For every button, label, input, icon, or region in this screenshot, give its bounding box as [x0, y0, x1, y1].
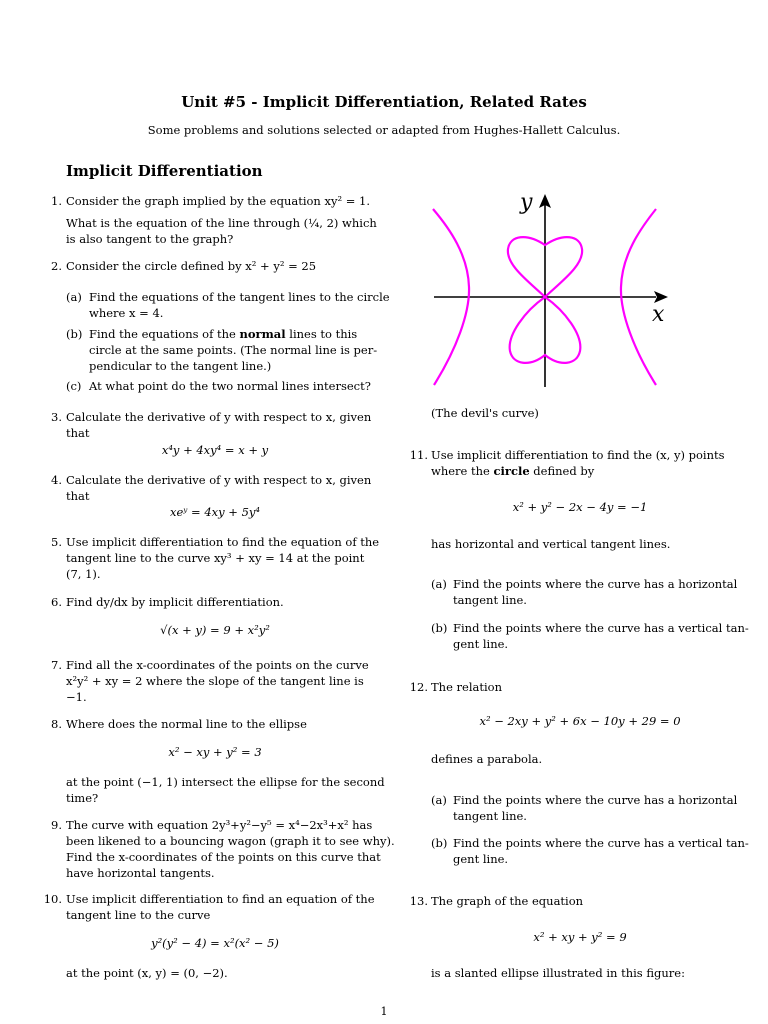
problem-11-text: has horizontal and vertical tangent lines. [431, 537, 671, 551]
page-title: Unit #5 - Implicit Differentiation, Related Rates [181, 93, 587, 111]
problem-2b-text: pendicular to the tangent line.) [89, 359, 272, 373]
problem-10-number: 10. [43, 892, 62, 906]
problem-7-number: 7. [51, 658, 62, 672]
problem-3-number: 3. [51, 410, 62, 424]
problem-5-text: Use implicit differentiation to find the equation of the [66, 535, 380, 549]
problem-11-text: Use implicit differentiation to find the (x, y) points [431, 448, 725, 462]
problem-7-text: Find all the x-coordinates of the points on the curve [66, 658, 369, 672]
problem-9-text: The curve with equation 2y³+y²−y⁵ = x⁴−2x³+x² has [66, 818, 373, 832]
problem-12-equation: x² − 2xy + y² + 6x − 10y + 29 = 0 [479, 714, 681, 728]
problem-2a-text: Find the equations of the tangent lines to the circle [89, 290, 390, 304]
section-title: Implicit Differentiation [66, 162, 263, 180]
problem-3-equation: x⁴y + 4xy⁴ = x + y [161, 443, 269, 457]
problem-11a-text: tangent line. [453, 593, 527, 607]
problem-11-equation: x² + y² − 2x − 4y = −1 [512, 500, 648, 514]
problem-11b-label: (b) [431, 621, 448, 635]
problem-3-text: that [66, 426, 90, 440]
problem-4-equation: xeʸ = 4xy + 5y⁴ [170, 505, 260, 519]
problem-8-text: time? [66, 791, 99, 805]
problem-10-text: Use implicit differentiation to find an equation of the [66, 892, 375, 906]
problem-2c-text: At what point do the two normal lines intersect? [89, 379, 371, 393]
problem-2a-text: where x = 4. [89, 306, 164, 320]
problem-2b-label: (b) [66, 327, 83, 341]
circle-emphasis: circle [493, 464, 530, 478]
problem-7-text: x²y² + xy = 2 where the slope of the tangent line is [66, 674, 364, 688]
problem-11-text-part: defined by [529, 464, 595, 478]
problem-5-number: 5. [51, 535, 62, 549]
problem-7-text: −1. [66, 690, 87, 704]
problem-13-equation: x² + xy + y² = 9 [533, 930, 627, 944]
problem-2-number: 2. [51, 259, 62, 273]
x-axis-label: x [652, 302, 665, 327]
devils-curve-figure [420, 185, 680, 395]
problem-13-text: is a slanted ellipse illustrated in this figure: [431, 966, 685, 980]
problem-12a-label: (a) [431, 793, 447, 807]
problem-11b-text: Find the points where the curve has a vertical tan- [453, 621, 749, 635]
problem-11b-text: gent line. [453, 637, 509, 651]
problem-9-text: been likened to a bouncing wagon (graph it to see why). [66, 834, 395, 848]
problem-12-number: 12. [409, 680, 428, 694]
problem-8-equation: x² − xy + y² = 3 [168, 745, 262, 759]
problem-8-number: 8. [51, 717, 62, 731]
problem-2b-text-part: Find the equations of the [89, 327, 240, 341]
problem-11-text-part: where the [431, 464, 494, 478]
problem-9-number: 9. [51, 818, 62, 832]
problem-4-text: that [66, 489, 90, 503]
page-number: 1 [380, 1005, 388, 1018]
problem-1-number: 1. [51, 194, 62, 208]
problem-8-text: at the point (−1, 1) intersect the ellipse for the second [66, 775, 385, 789]
problem-10-text: at the point (x, y) = (0, −2). [66, 966, 228, 980]
figure-caption: (The devil's curve) [431, 406, 539, 420]
problem-1-text: Consider the graph implied by the equation xy² = 1. [66, 194, 371, 208]
problem-6-text: Find dy/dx by implicit differentiation. [66, 595, 284, 609]
problem-4-text: Calculate the derivative of y with respect to x, given [66, 473, 372, 487]
problem-10-text: tangent line to the curve [66, 908, 211, 922]
problem-1-text: is also tangent to the graph? [66, 232, 234, 246]
problem-2b-text: circle at the same points. (The normal line is per- [89, 343, 378, 357]
problem-5-text: (7, 1). [66, 567, 101, 581]
problem-4-number: 4. [51, 473, 62, 487]
problem-9-text: have horizontal tangents. [66, 866, 215, 880]
problem-13-number: 13. [409, 894, 428, 908]
problem-6-equation: √(x + y) = 9 + x²y² [160, 623, 270, 637]
problem-2b-text-part: lines to this [285, 327, 358, 341]
problem-12a-text: Find the points where the curve has a horizontal [453, 793, 738, 807]
problem-2a-label: (a) [66, 290, 82, 304]
page-subtitle: Some problems and solutions selected or adapted from Hughes-Hallett Calculus. [147, 123, 621, 137]
problem-3-text: Calculate the derivative of y with respect to x, given [66, 410, 372, 424]
problem-11-number: 11. [409, 448, 428, 462]
problem-2c-label: (c) [66, 379, 82, 393]
problem-11-text [431, 464, 594, 480]
problem-5-text: tangent line to the curve xy³ + xy = 14 at the point [66, 551, 365, 565]
problem-12b-text: Find the points where the curve has a vertical tan- [453, 836, 749, 850]
problem-12-text: The relation [431, 680, 503, 694]
y-axis-label: y [520, 190, 533, 215]
problem-9-text: Find the x-coordinates of the points on this curve that [66, 850, 381, 864]
problem-10-equation: y²(y² − 4) = x²(x² − 5) [151, 936, 279, 950]
problem-11a-text: Find the points where the curve has a horizontal [453, 577, 738, 591]
problem-13-text: The graph of the equation [431, 894, 584, 908]
problem-11a-label: (a) [431, 577, 447, 591]
problem-1-text: What is the equation of the line through (¼, 2) which [66, 216, 377, 230]
normal-emphasis: normal [239, 327, 286, 341]
problem-12b-label: (b) [431, 836, 448, 850]
problem-2b-text [89, 327, 357, 343]
problem-12b-text: gent line. [453, 852, 509, 866]
problem-12a-text: tangent line. [453, 809, 527, 823]
problem-8-text: Where does the normal line to the ellipse [66, 717, 307, 731]
problem-12-text: defines a parabola. [431, 752, 543, 766]
problem-6-number: 6. [51, 595, 62, 609]
problem-2-text: Consider the circle defined by x² + y² = 25 [66, 259, 317, 273]
